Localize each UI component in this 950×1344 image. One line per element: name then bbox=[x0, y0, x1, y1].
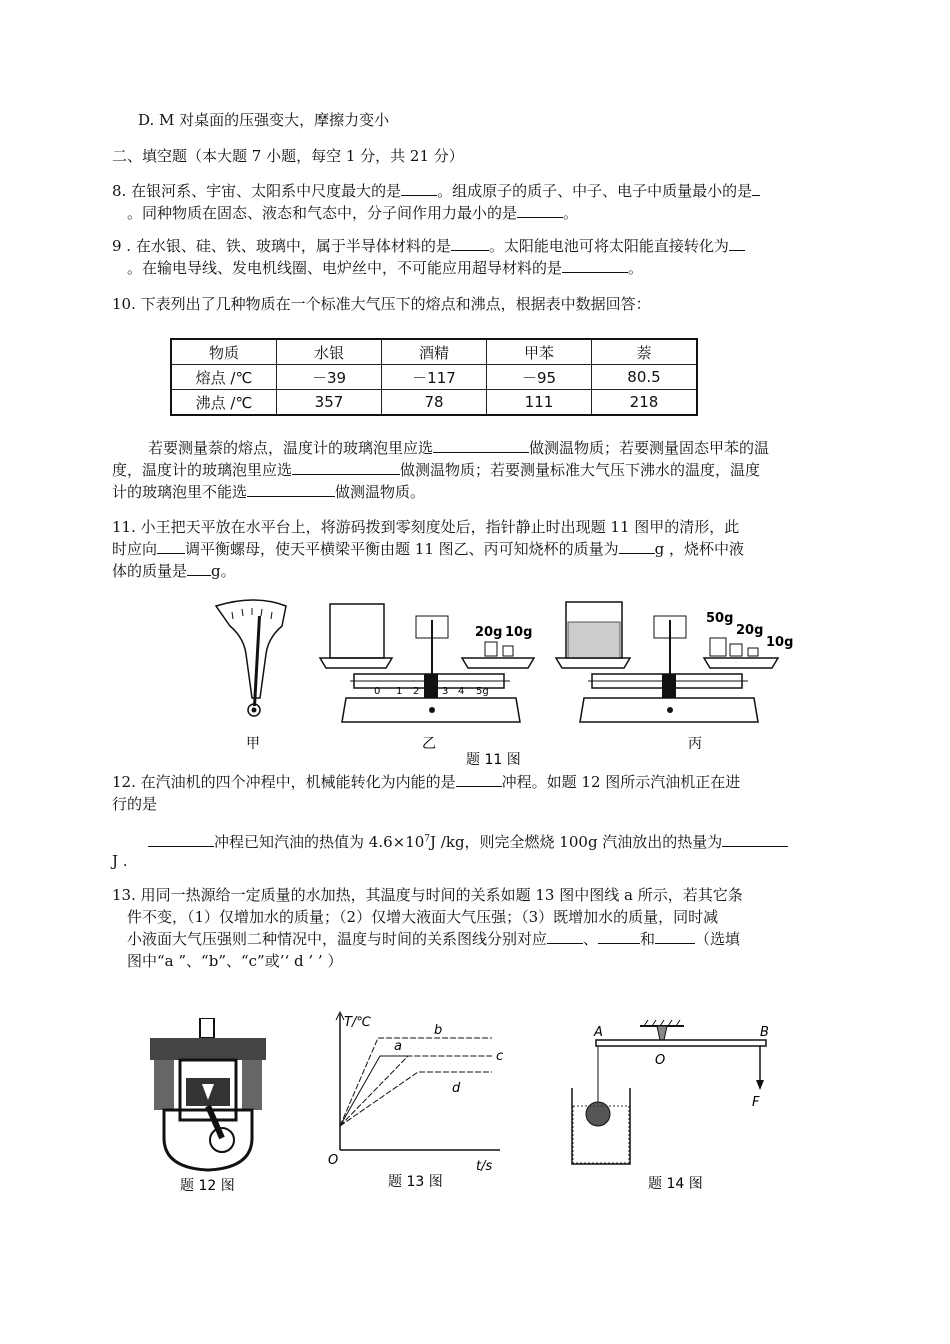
engine-icon bbox=[150, 1018, 266, 1170]
figure-14-lever bbox=[560, 1018, 800, 1198]
q9-blank-3[interactable] bbox=[562, 258, 628, 273]
q11-text: 调平衡螺母，使天平横梁平衡由题 11 图乙、丙可知烧杯的质量为 bbox=[185, 540, 619, 558]
q7-option-d: D. M 对桌面的压强变大，摩擦力变小 bbox=[138, 111, 390, 129]
table-cell: 酒精 bbox=[382, 339, 487, 365]
q8-blank-1[interactable] bbox=[401, 181, 437, 196]
q8-blank-3[interactable] bbox=[517, 203, 563, 218]
q9-text: 。在输电导线、发电机线圈、电炉丝中，不可能应用超导材料的是 bbox=[127, 259, 563, 277]
q11-text: 时应向 bbox=[112, 540, 158, 558]
table-cell: 111 bbox=[487, 390, 592, 416]
q8-line-2 bbox=[127, 203, 578, 223]
q13-line-4: 图中“a ”、“b”、“c”或’‘ d ’ ’ ） bbox=[127, 952, 343, 970]
q12-exponent: 7 bbox=[424, 834, 431, 844]
q9-blank-2[interactable] bbox=[729, 236, 745, 251]
q8-text: 。组成原子的质子、中子、电子中质量最小的是 bbox=[437, 182, 753, 200]
q13-text: 小液面大气压强则二种情况中，温度与时间的关系图线分别对应 bbox=[127, 930, 548, 948]
weight-20g-label: 20g bbox=[736, 623, 764, 638]
q8-text: 。 bbox=[563, 204, 579, 222]
q10-text: 计的玻璃泡里不能选 bbox=[112, 483, 248, 501]
label-jia: 甲 bbox=[246, 736, 260, 752]
point-A-label: A bbox=[594, 1025, 603, 1040]
table-cell: －117 bbox=[382, 365, 487, 390]
q12-line-1 bbox=[112, 772, 740, 792]
q12-text: 冲程已知汽油的热值为 4.6×10 bbox=[214, 833, 425, 851]
table-cell: －95 bbox=[487, 365, 592, 390]
table-header-row bbox=[171, 339, 697, 365]
q10-text: 做测温物质；若要测量固态甲苯的温 bbox=[529, 439, 770, 457]
balance-bing-icon bbox=[556, 602, 778, 722]
label-c: c bbox=[496, 1049, 504, 1064]
table-cell: 357 bbox=[277, 390, 382, 416]
table-cell: 78 bbox=[382, 390, 487, 416]
dial-pointer-icon bbox=[216, 600, 286, 716]
curve-b bbox=[340, 1038, 492, 1126]
table-cell: 218 bbox=[592, 390, 698, 416]
q12-line-4: J . bbox=[112, 852, 128, 870]
table-cell: 熔点 /℃ bbox=[171, 365, 277, 390]
figure-13-caption: 题 13 图 bbox=[388, 1174, 443, 1190]
weight-10g-label: 10g bbox=[766, 635, 794, 650]
q12-blank-3[interactable] bbox=[722, 832, 788, 847]
q11-line-2 bbox=[112, 539, 744, 559]
scale-tick: 3 bbox=[442, 686, 449, 697]
figure-12-engine bbox=[140, 1018, 290, 1198]
q8-text: 8. 在银河系、宇宙、太阳系中尺度最大的是 bbox=[112, 182, 402, 200]
curve-c bbox=[340, 1056, 492, 1126]
lever-bar bbox=[596, 1040, 766, 1046]
q8-line-1 bbox=[112, 181, 760, 201]
weight-50g-label: 50g bbox=[706, 611, 734, 626]
q10-title: 10. 下表列出了几种物质在一个标准大气压下的熔点和沸点，根据表中数据回答： bbox=[112, 295, 651, 313]
q13-text: （选填 bbox=[695, 930, 741, 948]
q12-line-2: 行的是 bbox=[112, 795, 158, 813]
q10-line-1 bbox=[148, 438, 769, 458]
q13-text: 、 bbox=[583, 930, 599, 948]
q9-text: 。 bbox=[628, 259, 644, 277]
q10-blank-1[interactable] bbox=[433, 438, 529, 453]
table-cell: －39 bbox=[277, 365, 382, 390]
q12-blank-1[interactable] bbox=[456, 772, 502, 787]
q11-line-1: 11. 小王把天平放在水平台上，将游码拨到零刻度处后，指针静止时出现题 11 图甲的清形，此 bbox=[112, 518, 740, 536]
table-row bbox=[171, 390, 697, 416]
balance-yi-icon bbox=[320, 604, 534, 722]
point-O-label: O bbox=[655, 1053, 666, 1068]
q10-line-2 bbox=[112, 460, 760, 480]
table-cell: 80.5 bbox=[592, 365, 698, 390]
figure-14-caption: 题 14 图 bbox=[648, 1176, 703, 1192]
q11-text: 体的质量是 bbox=[112, 562, 188, 580]
scale-tick: 4 bbox=[458, 686, 465, 697]
scale-tick: 1 bbox=[396, 686, 403, 697]
q8-blank-2[interactable] bbox=[752, 181, 760, 196]
figure-11-caption: 题 11 图 bbox=[466, 752, 521, 768]
scale-tick: 2 bbox=[413, 686, 420, 697]
table-cell: 水银 bbox=[277, 339, 382, 365]
q11-line-3 bbox=[112, 561, 236, 581]
q12-text: J /kg，则完全燃烧 100g 汽油放出的热量为 bbox=[430, 833, 723, 851]
q8-text: 。同种物质在固态、液态和气态中，分子间作用力最小的是 bbox=[127, 204, 518, 222]
q11-blank-1[interactable] bbox=[157, 539, 185, 554]
force-F-label: F bbox=[752, 1095, 760, 1110]
q11-blank-2[interactable] bbox=[619, 539, 655, 554]
q10-blank-2[interactable] bbox=[292, 460, 400, 475]
q12-line-3 bbox=[148, 829, 788, 852]
scale-tick: 5g bbox=[476, 686, 489, 697]
q10-text: 若要测量萘的熔点，温度计的玻璃泡里应选 bbox=[148, 439, 434, 457]
q9-line-2 bbox=[127, 258, 643, 278]
q10-text: 做测温物质。 bbox=[335, 483, 426, 501]
weight-20g-label: 20g bbox=[475, 625, 503, 640]
section-2-title: 二、填空题（本大题 7 小题，每空 1 分，共 21 分） bbox=[112, 147, 464, 165]
scale-tick: 0 bbox=[374, 686, 381, 697]
q10-line-3 bbox=[112, 482, 425, 502]
x-axis-label: t/s bbox=[476, 1159, 493, 1174]
q11-blank-3[interactable] bbox=[187, 561, 211, 576]
figure-13-graph bbox=[322, 1010, 512, 1200]
curve-d bbox=[340, 1072, 492, 1126]
figure-12-caption: 题 12 图 bbox=[180, 1178, 235, 1194]
q10-text: 做测温物质；若要测量标准大气压下沸水的温度，温度 bbox=[400, 461, 761, 479]
label-yi: 乙 bbox=[422, 736, 436, 752]
table-cell: 萘 bbox=[592, 339, 698, 365]
label-a: a bbox=[394, 1039, 402, 1054]
q9-blank-1[interactable] bbox=[451, 236, 489, 251]
q9-text: 9 . 在水银、硅、铁、玻璃中，属于半导体材料的是 bbox=[112, 237, 451, 255]
y-axis-label: T/℃ bbox=[344, 1015, 371, 1030]
label-b: b bbox=[434, 1023, 443, 1038]
weight-10g-label: 10g bbox=[505, 625, 533, 640]
q10-text: 度，温度计的玻璃泡里应选 bbox=[112, 461, 293, 479]
q13-line-2: 件不变，（1）仅增加水的质量；（2）仅增大液面大气压强；（3）既增加水的质量，同时减 bbox=[127, 908, 719, 926]
q13-blank-2[interactable] bbox=[598, 929, 640, 944]
label-d: d bbox=[452, 1081, 461, 1096]
q13-blank-3[interactable] bbox=[655, 929, 695, 944]
point-B-label: B bbox=[760, 1025, 769, 1040]
table-cell: 沸点 /℃ bbox=[171, 390, 277, 416]
q13-line-3 bbox=[127, 929, 740, 949]
q12-text: 冲程。如题 12 图所示汽油机正在进 bbox=[501, 773, 741, 791]
q11-text: g ，烧杯中液 bbox=[654, 540, 745, 558]
q10-blank-3[interactable] bbox=[247, 482, 335, 497]
q9-line-1 bbox=[112, 236, 745, 256]
q11-text: g。 bbox=[211, 562, 236, 580]
table-cell: 物质 bbox=[171, 339, 277, 365]
q13-line-1: 13. 用同一热源给一定质量的水加热，其温度与时间的关系如题 13 图中图线 a 所示，若其它条 bbox=[112, 886, 743, 904]
figure-11-balance bbox=[200, 598, 810, 768]
q12-text: 12. 在汽油机的四个冲程中，机械能转化为内能的是 bbox=[112, 773, 456, 791]
q9-text: 。太阳能电池可将太阳能直接转化为 bbox=[488, 237, 729, 255]
q13-blank-1[interactable] bbox=[547, 929, 583, 944]
table-row bbox=[171, 365, 697, 390]
label-bing: 丙 bbox=[688, 736, 702, 752]
origin-label: O bbox=[328, 1153, 339, 1168]
q12-blank-2[interactable] bbox=[148, 832, 214, 847]
q13-text: 和 bbox=[640, 930, 656, 948]
melting-boiling-table bbox=[170, 338, 698, 416]
table-cell: 甲苯 bbox=[487, 339, 592, 365]
